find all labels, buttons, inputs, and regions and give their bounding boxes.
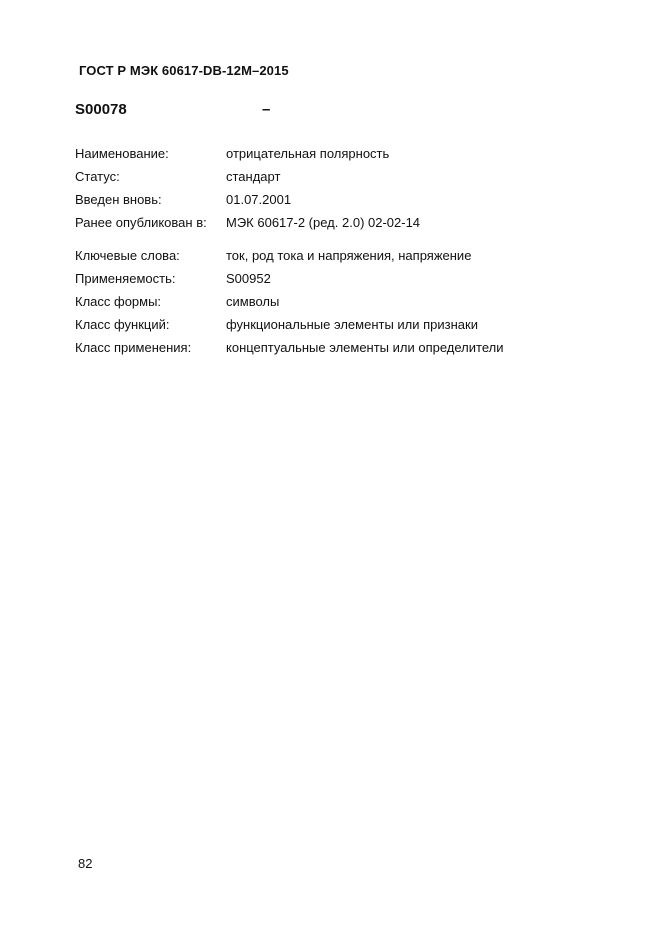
property-label: Класс формы: bbox=[75, 294, 162, 309]
property-value: функциональные элементы или признаки bbox=[226, 317, 478, 332]
property-value: 01.07.2001 bbox=[226, 192, 292, 207]
property-value: отрицательная полярность bbox=[226, 146, 390, 161]
property-value: стандарт bbox=[226, 169, 281, 184]
property-label: Наименование: bbox=[75, 146, 169, 161]
property-value: МЭК 60617-2 (ред. 2.0) 02-02-14 bbox=[226, 215, 421, 230]
property-label: Применяемость: bbox=[75, 271, 176, 286]
property-value: символы bbox=[226, 294, 280, 309]
property-label: Введен вновь: bbox=[75, 192, 162, 207]
symbol-code: S00078 bbox=[75, 101, 127, 118]
property-value: S00952 bbox=[226, 271, 271, 286]
property-label: Статус: bbox=[75, 169, 120, 184]
property-label: Ключевые слова: bbox=[75, 248, 180, 263]
page-number: 82 bbox=[78, 856, 93, 871]
property-label: Класс функций: bbox=[75, 317, 170, 332]
property-label: Ранее опубликован в: bbox=[75, 215, 207, 230]
property-value: ток, род тока и напряжения, напряжение bbox=[226, 248, 472, 263]
document-standard-header: ГОСТ Р МЭК 60617-DB-12M–2015 bbox=[79, 63, 289, 78]
symbol-graphic: – bbox=[262, 101, 271, 118]
property-value: концептуальные элементы или определители bbox=[226, 340, 504, 355]
property-label: Класс применения: bbox=[75, 340, 192, 355]
